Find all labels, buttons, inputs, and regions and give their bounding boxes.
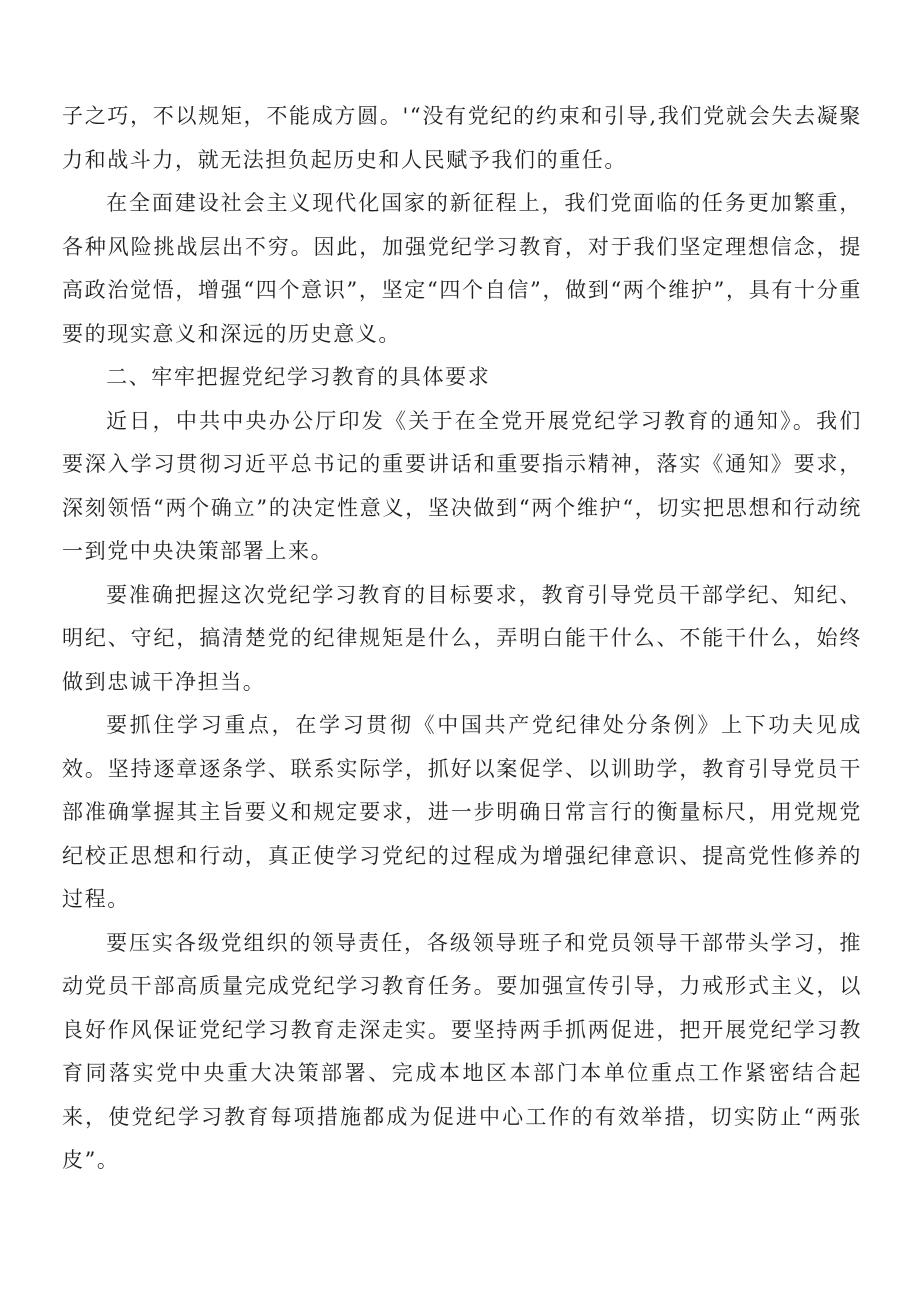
paragraph-responsibility: 要压实各级党组织的领导责任，各级领导班子和党员领导干部带头学习，推动党员干部高质量完成党纪学习教育任务。要加强宣传引导，力戒形式主义，以良好作风保证党纪学习教育走深走实。要坚持两手抓两促进，把开展党纪学习教育同落实党中央重大决策部署、完成本地区本部门本单位重点工作紧密结合起来，使党纪学习教育每项措施都成为促进中心工作的有效举措，切实防止“两张皮”。	[62, 930, 862, 1172]
document-body	[62, 95, 862, 1183]
paragraph-notice: 近日，中共中央办公厅印发《关于在全党开展党纪学习教育的通知》。我们要深入学习贯彻习近平总书记的重要讲话和重要指示精神，落实《通知》要求，深刻领悟“两个确立”的决定性意义，坚决做到“两个维护“，切实把思想和行动统一到党中央决策部署上来。	[62, 408, 862, 563]
paragraph-continuation: 子之巧，不以规矩，不能成方圆。'“没有党纪的约束和引导,我们党就会失去凝聚力和战斗力，就无法担负起历史和人民赋予我们的重任。	[62, 104, 862, 172]
paragraph-goals: 要准确把握这次党纪学习教育的目标要求，教育引导党员干部学纪、知纪、明纪、守纪，搞清楚党的纪律规矩是什么，弄明白能干什么、不能干什么，始终做到忠诚干净担当。	[62, 582, 862, 694]
paragraph-new-journey: 在全面建设社会主义现代化国家的新征程上，我们党面临的任务更加繁重，各种风险挑战层出不穷。因此，加强党纪学习教育，对于我们坚定理想信念，提高政治觉悟，增强“四个意识”，坚定“四个自信”，做到“两个维护”，具有十分重要的现实意义和深远的历史意义。	[62, 191, 862, 346]
paragraph-focus: 要抓住学习重点，在学习贯彻《中国共产党纪律处分条例》上下功夫见成效。坚持逐章逐条学、联系实际学，抓好以案促学、以训助学，教育引导党员干部准确掌握其主旨要义和规定要求，进一步明确日常言行的衡量标尺，用党规党纪校正思想和行动，真正使学习党纪的过程成为增强纪律意识、提高党性修养的过程。	[62, 713, 862, 911]
section-heading: 二、牢牢把握党纪学习教育的具体要求	[106, 365, 491, 389]
